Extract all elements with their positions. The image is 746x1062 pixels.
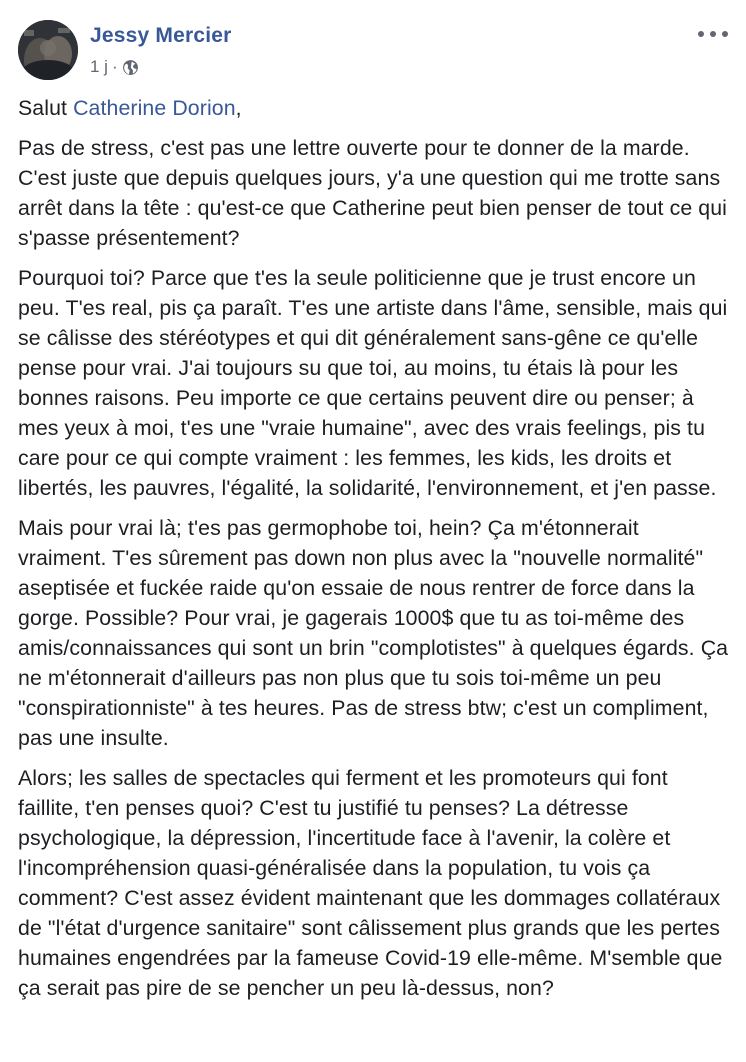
globe-icon[interactable] xyxy=(122,59,139,76)
more-dot xyxy=(722,31,728,37)
paragraph-3: Mais pour vrai là; t'es pas germophobe toi, hein? Ça m'étonnerait vraiment. T'es sûrement pas down non plus avec la "nouvelle normalité" aseptisée et fuckée raide qu'on essaie de nous rentrer de force dans la gorge. Possible? Pour vrai, je gagerais 1000$ que tu as toi-même des amis/connaissances qui sont un brin "complotistes" à quelques égards. Ça ne m'étonnerait d'ailleurs pas non plus que tu sois toi-même un peu "conspirationniste" à tes heures. Pas de stress btw; c'est un compliment, pas une insulte. xyxy=(18,516,729,750)
greeting-line xyxy=(18,93,730,123)
meta-separator: · xyxy=(111,57,118,76)
more-options-icon[interactable] xyxy=(698,24,728,44)
author-name[interactable]: Jessy Mercier xyxy=(90,24,232,47)
greeting-prefix: Salut xyxy=(18,96,74,120)
post-header xyxy=(18,20,728,82)
greeting-suffix: , xyxy=(235,96,242,120)
more-dot xyxy=(698,31,704,37)
paragraph-4: Alors; les salles de spectacles qui ferment et les promoteurs qui font faillite, t'en penses quoi? C'est tu justifié tu penses? La détresse psychologique, la dépression, l'incertitude face à l'avenir, la colère et l'incompréhension quasi-généralisée dans la population, tu vois ça comment? C'est assez évident maintenant que les dommages collatéraux de "l'état d'urgence sanitaire" sont câlissement plus grands que les pertes humaines engendrées par la fameuse Covid-19 elle-même. M'semble que ça serait pas pire de se pencher un peu là-dessus, non? xyxy=(18,766,723,1000)
avatar[interactable] xyxy=(18,20,78,80)
post-timestamp[interactable]: 1 j xyxy=(90,57,108,76)
more-dot xyxy=(710,31,716,37)
mention-link[interactable]: Catherine Dorion xyxy=(73,96,236,120)
paragraph-1: Pas de stress, c'est pas une lettre ouverte pour te donner de la marde. C'est juste que depuis quelques jours, y'a une question qui me trotte sans arrêt dans la tête : qu'est-ce que Catherine peut bien penser de tout ce qui s'passe présentement? xyxy=(18,136,728,250)
paragraph-2: Pourquoi toi? Parce que t'es la seule politicienne que je trust encore un peu. T'es real, pis ça paraît. T'es une artiste dans l'âme, sensible, mais qui se câlisse des stéréotypes et qui dit généralement sans-gêne ce qu'elle pense pour vrai. J'ai toujours su que toi, au moins, tu étais là pour les bonnes raisons. Peu importe ce que certains peuvent dire ou penser; à mes yeux à moi, t'es une "vraie humaine", avec des vrais feelings, pis tu care pour ce qui compte vraiment : les femmes, les kids, les droits et libertés, les pauvres, l'égalité, la solidarité, l'environnement, et j'en passe. xyxy=(18,266,728,500)
post-meta xyxy=(90,57,139,77)
post-content xyxy=(18,93,730,1013)
